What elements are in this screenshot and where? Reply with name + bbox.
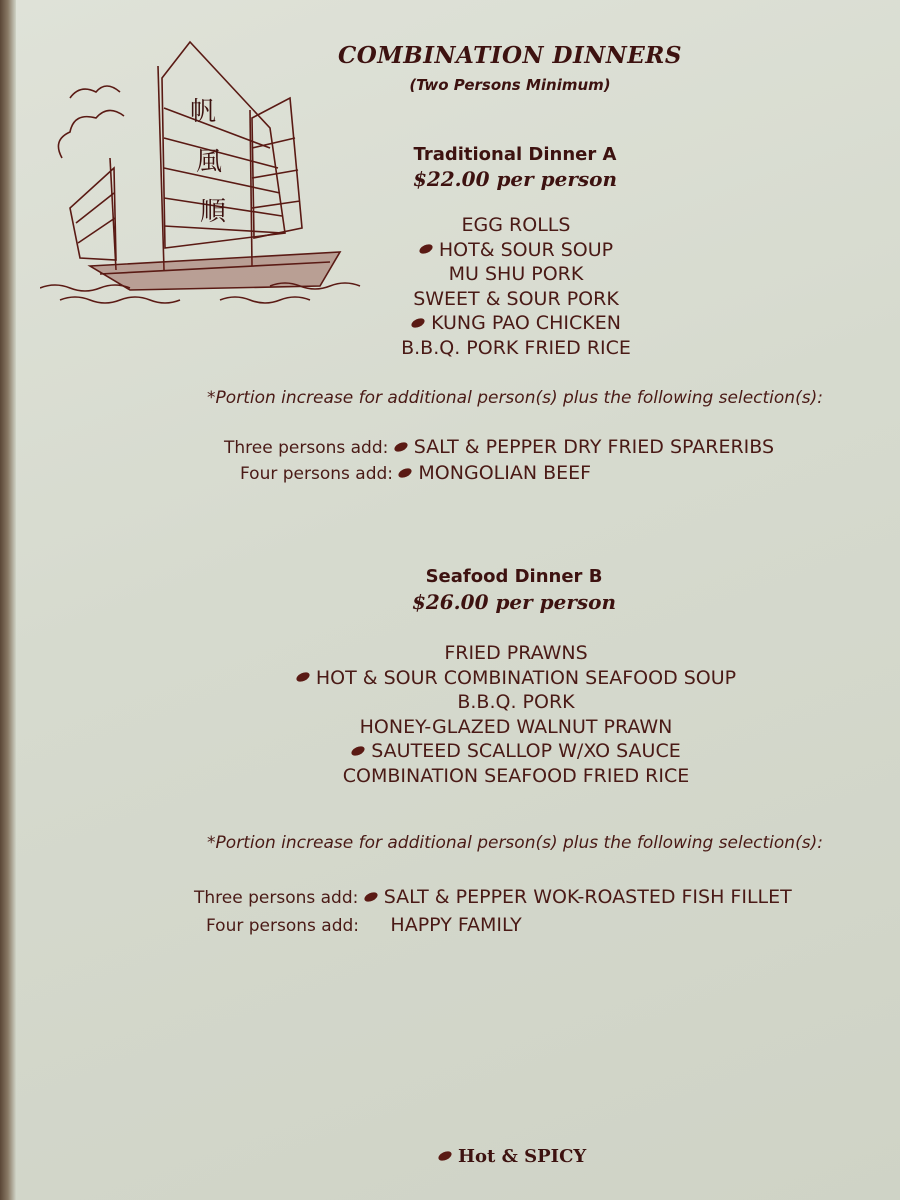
chili-pepper-icon [393, 440, 409, 453]
list-item: HONEY-GLAZED WALNUT PRAWN [359, 715, 673, 738]
chili-pepper-icon [418, 242, 434, 255]
dinner-b-item-list [216, 641, 816, 788]
add-label: Four persons add: [206, 916, 359, 936]
add-label: Three persons add: [194, 888, 359, 908]
chili-pepper-icon [437, 1149, 453, 1162]
add-value: MONGOLIAN BEEF [418, 462, 592, 484]
dinner-b-three-persons-row [194, 886, 792, 908]
list-item: B.B.Q. PORK FRIED RICE [401, 336, 631, 359]
spicy-legend-text: Hot & SPICY [458, 1146, 587, 1167]
list-item: B.B.Q. PORK [457, 691, 575, 713]
list-item: KUNG PAO CHICKEN [216, 311, 816, 336]
dinner-a-three-persons-row [224, 436, 774, 458]
menu-subtitle: (Two Persons Minimum) [409, 76, 611, 94]
add-value: SALT & PEPPER WOK-ROASTED FISH FILLET [383, 886, 792, 908]
dinner-a-portion-note: *Portion increase for additional person(s) plus the following selection(s): [207, 388, 823, 408]
binder-edge [0, 0, 16, 1200]
list-item: SAUTEED SCALLOP W/XO SAUCE [216, 739, 816, 764]
add-label: Four persons add: [240, 464, 393, 484]
chili-pepper-icon [363, 890, 379, 903]
add-value: SALT & PEPPER DRY FRIED SPARERIBS [413, 436, 775, 458]
chili-pepper-icon [350, 744, 366, 757]
chili-pepper-icon [410, 316, 426, 329]
list-item: SWEET & SOUR PORK [413, 287, 619, 310]
chili-pepper-icon [397, 466, 413, 479]
list-item: HOT & SOUR COMBINATION SEAFOOD SOUP [216, 666, 816, 691]
ship-character-3: 順 [200, 197, 227, 227]
dinner-b-four-persons-row [206, 914, 522, 936]
dinner-a-four-persons-row [240, 462, 591, 484]
ship-character-2: 風 [196, 147, 223, 177]
dinner-b-name: Seafood Dinner B [425, 566, 603, 587]
dinner-b-portion-note: *Portion increase for additional person(s) plus the following selection(s): [207, 833, 823, 853]
add-value: HAPPY FAMILY [390, 914, 522, 936]
chili-pepper-icon [295, 670, 311, 683]
dinner-a-item-list [216, 213, 816, 360]
list-item: EGG ROLLS [461, 214, 571, 236]
dinner-a-name: Traditional Dinner A [413, 144, 617, 165]
list-item: FRIED PRAWNS [444, 642, 588, 664]
list-item: MU SHU PORK [448, 263, 584, 285]
list-item: COMBINATION SEAFOOD FRIED RICE [342, 764, 690, 787]
ship-character-1: 帆 [190, 97, 217, 127]
add-label: Three persons add: [224, 438, 389, 458]
list-item: HOT& SOUR SOUP [216, 238, 816, 263]
dinner-b-price: $26.00 per person [411, 590, 617, 614]
dinner-a-price: $22.00 per person [412, 167, 618, 191]
spicy-legend [438, 1146, 586, 1167]
menu-title: COMBINATION DINNERS [337, 42, 683, 69]
